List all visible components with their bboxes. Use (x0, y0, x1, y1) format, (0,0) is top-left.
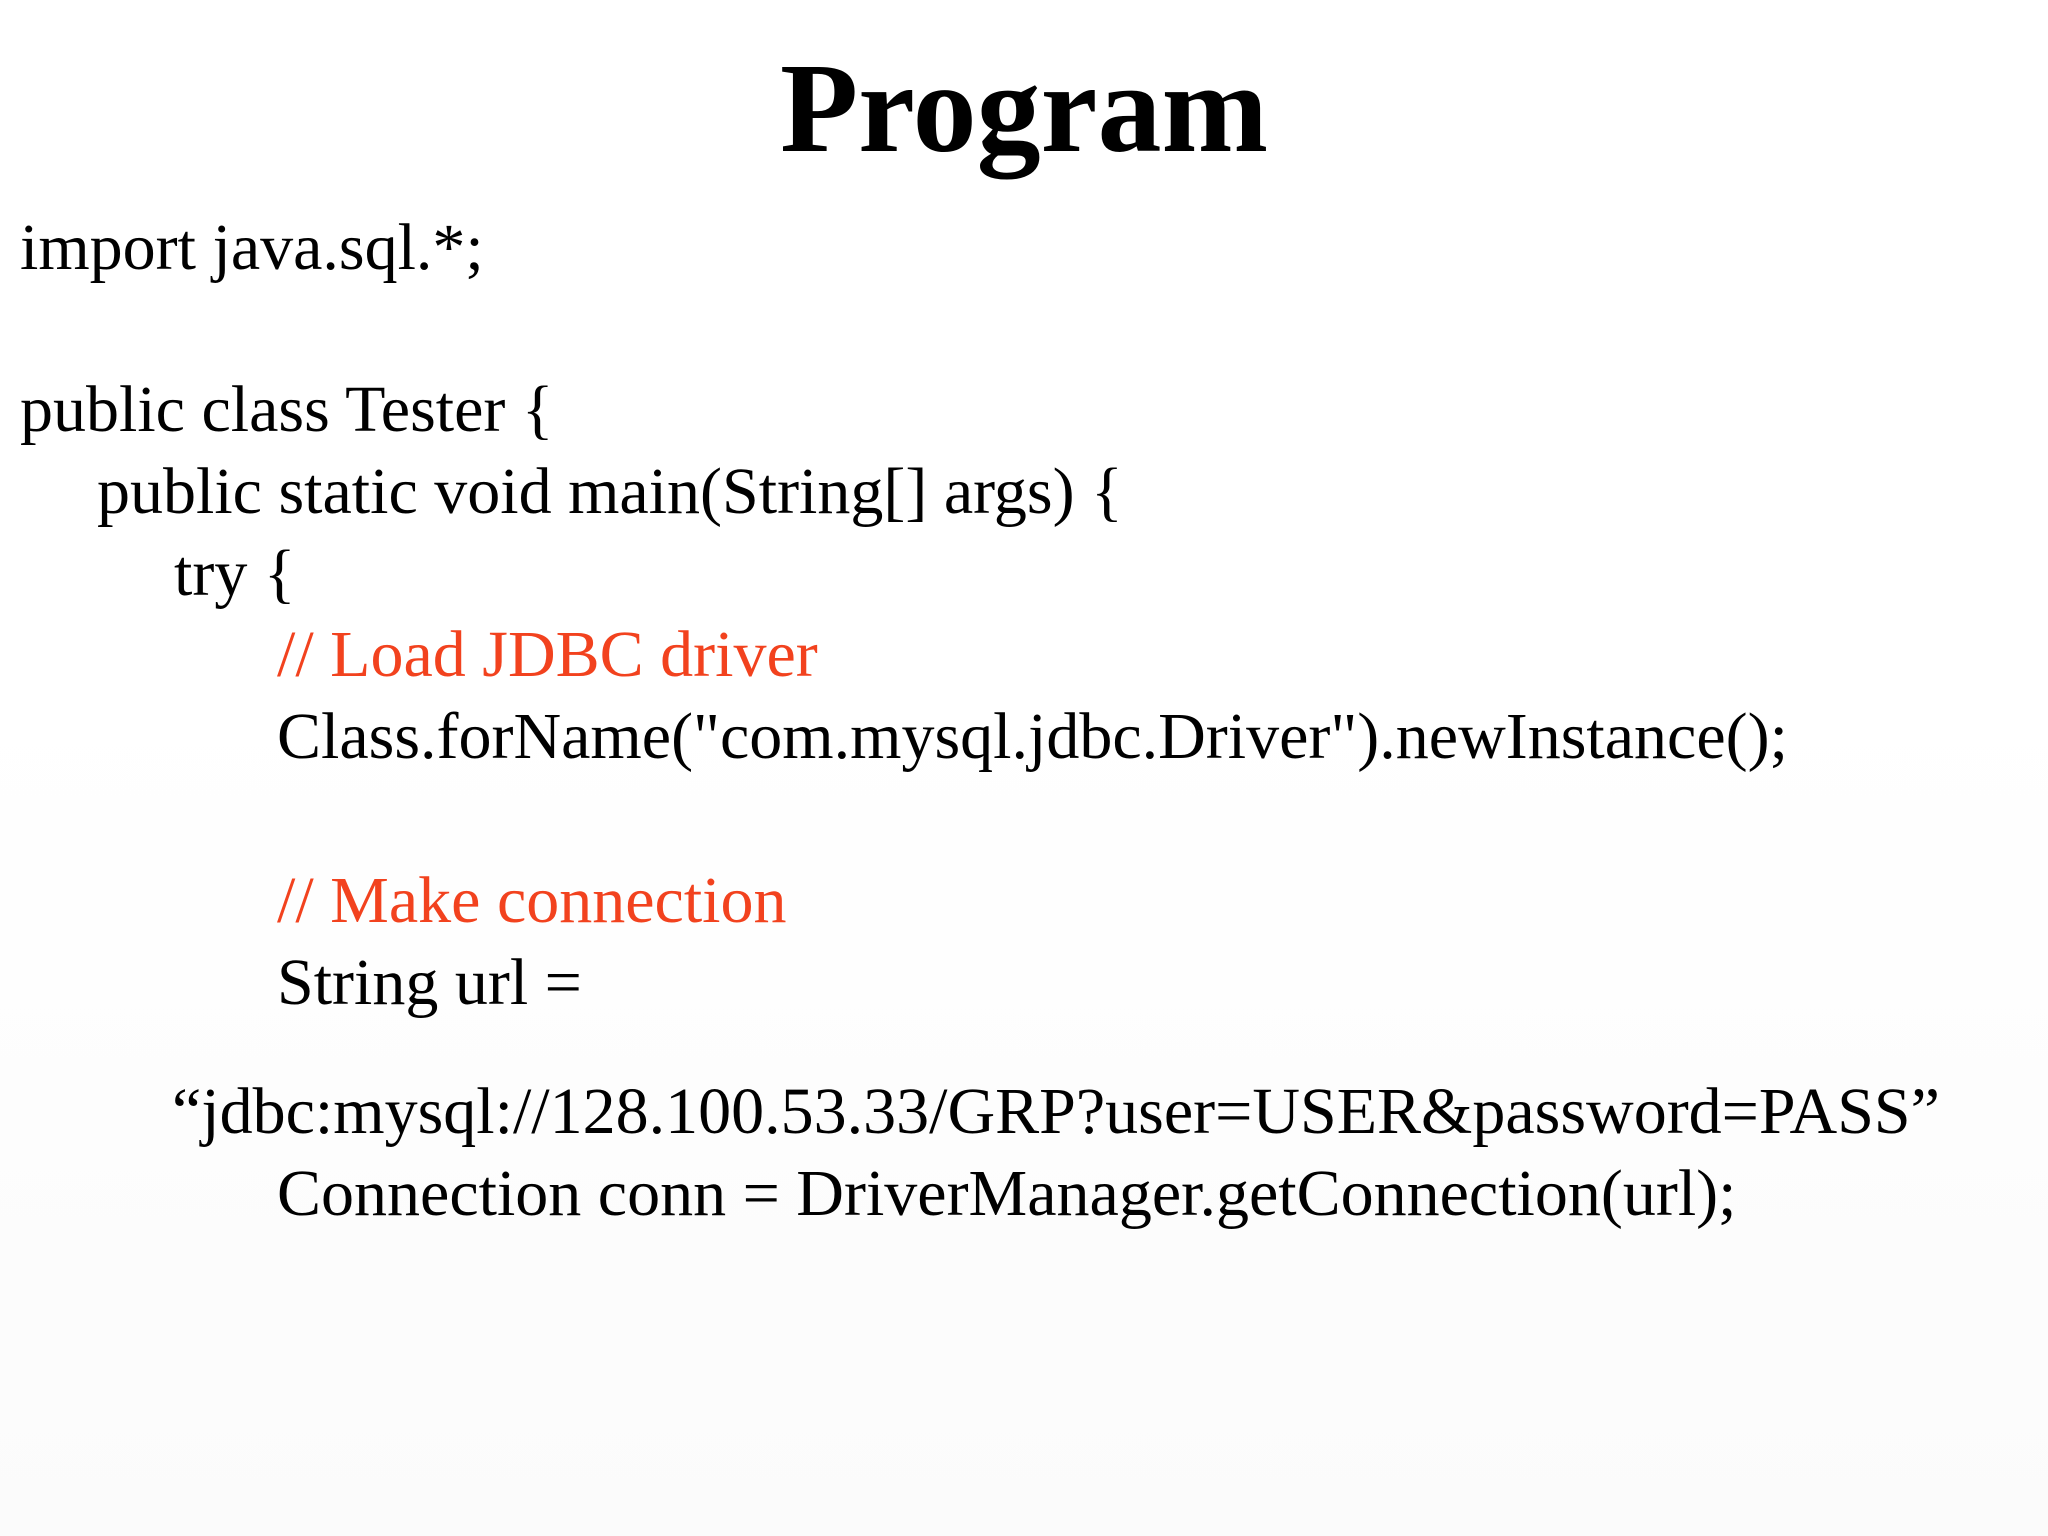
code-line-main-method: public static void main(String[] args) { (97, 455, 1123, 528)
code-line-try: try { (174, 537, 296, 610)
code-comment-make-connection: // Make connection (277, 864, 787, 937)
code-line-get-connection: Connection conn = DriverManager.getConnection(url); (277, 1157, 1737, 1230)
code-line-load-driver: Class.forName("com.mysql.jdbc.Driver").newInstance(); (277, 700, 1788, 773)
slide-title: Program (779, 37, 1269, 179)
code-line-url-value: “jdbc:mysql://128.100.53.33/GRP?user=USER&password=PASS” (172, 1075, 1940, 1148)
code-line-class-declaration: public class Tester { (20, 373, 554, 446)
code-line-import: import java.sql.*; (20, 211, 484, 284)
code-line-url-declaration: String url = (277, 946, 582, 1019)
code-comment-load-driver: // Load JDBC driver (277, 618, 818, 691)
